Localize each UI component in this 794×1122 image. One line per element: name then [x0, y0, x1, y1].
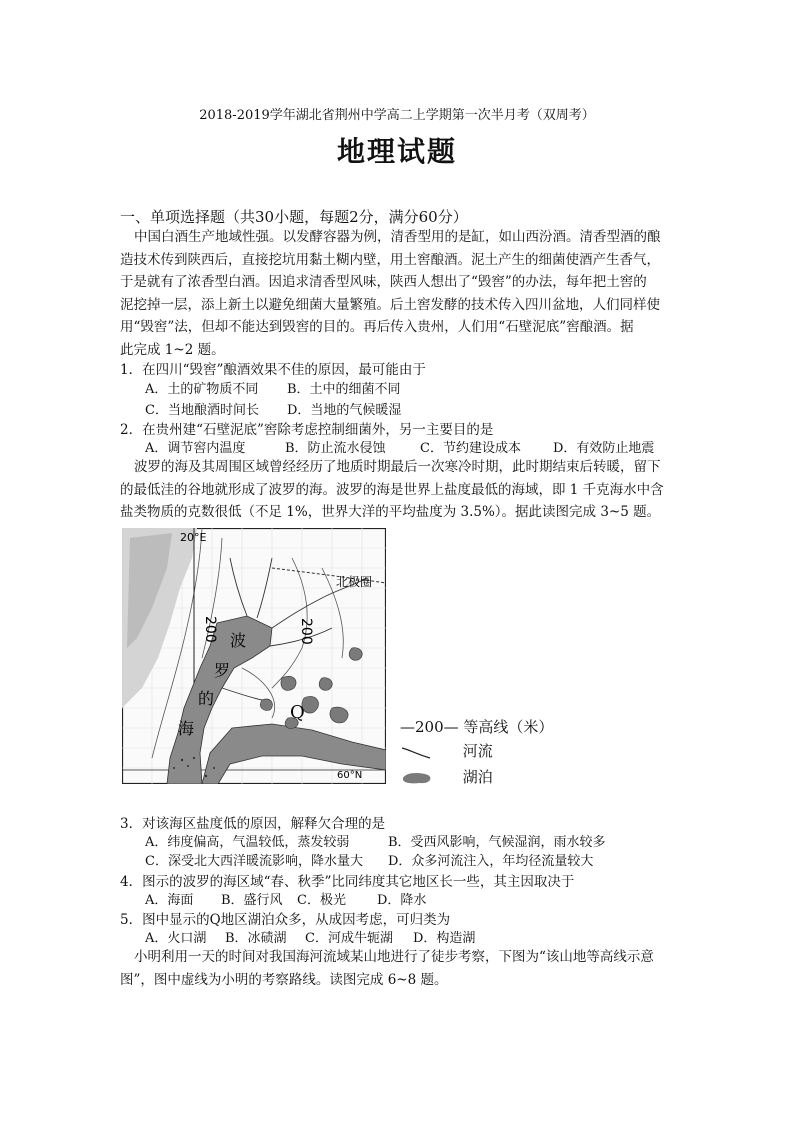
sea-label-char-4: 海	[178, 719, 195, 738]
question-3-options-row-2	[145, 850, 593, 869]
option-a: A．纬度偏高，气温较低，蒸发较弱	[145, 835, 350, 850]
option-b: B．土中的细菌不同	[287, 382, 401, 397]
passage-2	[120, 456, 685, 524]
contour-label-200-west: 200	[202, 616, 218, 643]
passage-3-line: 小明利用一天的时间对我国海河流域某山地进行了徒步考察，下图为“该山地等高线示意	[134, 949, 654, 965]
option-d: D．当地的气候暖湿	[287, 403, 402, 418]
question-4-stem: 4．图示的波罗的海区域“春、秋季”比同纬度其它地区长一些，其主因取决于	[120, 874, 575, 890]
legend-river-label: 河流	[462, 742, 493, 760]
question-3-stem: 3．对该海区盐度低的原因，解释欠合理的是	[120, 816, 386, 832]
passage-2-line: 盐类物质的克数很低（不足 1%，世界大洋的平均盐度为 3.5%）。据此读图完成 3~5 题。	[120, 504, 661, 520]
option-a: A．土的矿物质不同	[145, 382, 259, 397]
passage-1-line: 于是就有了浓香型白酒。因追求清香型风味，陕西人想出了“毁窖”的办法，每年把土窖的	[120, 274, 647, 290]
passage-1-line: 造技术传到陕西后，直接挖坑用黏土糊内壁，用土窖酿酒。泥土产生的细菌使酒产生香气，	[120, 251, 660, 268]
option-b: B．盛行风	[221, 893, 283, 908]
question-4-options	[145, 889, 426, 908]
question-3-options-row-1	[145, 831, 606, 850]
passage-1-line: 泥挖掉一层，添上新土以避免细菌大量繁殖。后土窖发酵的技术传入四川盆地，人们同样使	[120, 296, 660, 313]
option-d: D．构造湖	[413, 931, 476, 946]
option-b: B．冰碛湖	[225, 931, 287, 946]
sea-label-char-1: 波	[230, 631, 247, 650]
longitude-label: 20°E	[180, 531, 207, 544]
option-a: A．海面	[145, 893, 194, 908]
baltic-sea-map	[122, 528, 386, 784]
legend-contour: —200— 等高线（米）	[400, 718, 554, 736]
option-d: D．降水	[377, 893, 427, 908]
option-b: B．防止流水侵蚀	[285, 441, 386, 456]
legend-lake-label: 湖泊	[462, 768, 493, 786]
option-b: B．受西风影响，气候湿润，雨水较多	[388, 835, 606, 850]
question-1-options-row-2	[145, 399, 401, 418]
option-a: A．调节窖内温度	[145, 441, 246, 456]
sea-label-char-2: 罗	[214, 661, 231, 680]
passage-1-line: 中国白酒生产地域性强。以发酵容器为例，清香型用的是缸，如山西汾酒。清香型酒的酿	[134, 229, 661, 245]
contour-label-200-east: 200	[298, 618, 314, 645]
passage-1	[120, 226, 685, 361]
passage-1-line: 用“毁窖”法，但却不能达到毁窖的目的。再后传入贵州，人们用“石壁泥底”窖酿酒。据	[120, 319, 634, 335]
lake-symbol-icon	[400, 770, 434, 786]
passage-1-line: 此完成 1~2 题。	[120, 341, 225, 358]
option-a: A．火口湖	[145, 931, 207, 946]
question-1-stem: 1．在四川“毁窖”酿酒效果不佳的原因，最可能由于	[120, 362, 426, 378]
latitude-label: 60°N	[337, 770, 363, 781]
option-c: C．深受北大西洋暖流影响，降水量大	[145, 854, 363, 869]
sea-label-char-3: 的	[198, 689, 215, 708]
option-d: D．众多河流注入，年均径流量较大	[388, 854, 594, 869]
passage-3	[120, 946, 685, 991]
question-5-options	[145, 927, 475, 946]
option-c: C．当地酿酒时间长	[145, 403, 259, 418]
arctic-circle-label: 北极圈	[336, 575, 373, 589]
question-2-options	[145, 437, 654, 456]
question-1-options-row-1	[145, 378, 401, 397]
river-symbol-icon	[400, 744, 434, 760]
option-c: C．节约建设成本	[420, 441, 521, 456]
exam-title: 地理试题	[336, 135, 457, 168]
option-c: C．极光	[297, 893, 346, 908]
point-q-label: Q	[290, 702, 305, 723]
exam-header: 2018-2019学年湖北省荆州中学高二上学期第一次半月考（双周考）	[199, 108, 595, 123]
passage-3-line: 图”，图中虚线为小明的考察路线。读图完成 6~8 题。	[120, 971, 448, 988]
legend-river-row	[400, 740, 493, 761]
passage-2-line: 的最低洼的谷地就形成了波罗的海。波罗的海是世界上盐度最低的海域，即 1 千克海水中含	[120, 481, 664, 498]
question-5-stem: 5．图中显示的Q地区湖泊众多，从成因考虑，可归类为	[120, 912, 451, 928]
option-c: C．河成牛轭湖	[305, 931, 393, 946]
passage-2-line: 波罗的海及其周围区域曾经经历了地质时期最后一次寒冷时期，此时期结束后转暖，留下	[134, 459, 661, 475]
section-heading: 一、单项选择题（共30小题，每题2分，满分60分）	[120, 208, 468, 226]
option-d: D．有效防止地震	[553, 441, 655, 456]
question-2-stem: 2．在贵州建“石壁泥底”窖除考虑控制细菌外，另一主要目的是	[120, 422, 494, 438]
legend-lake-row	[400, 766, 493, 787]
